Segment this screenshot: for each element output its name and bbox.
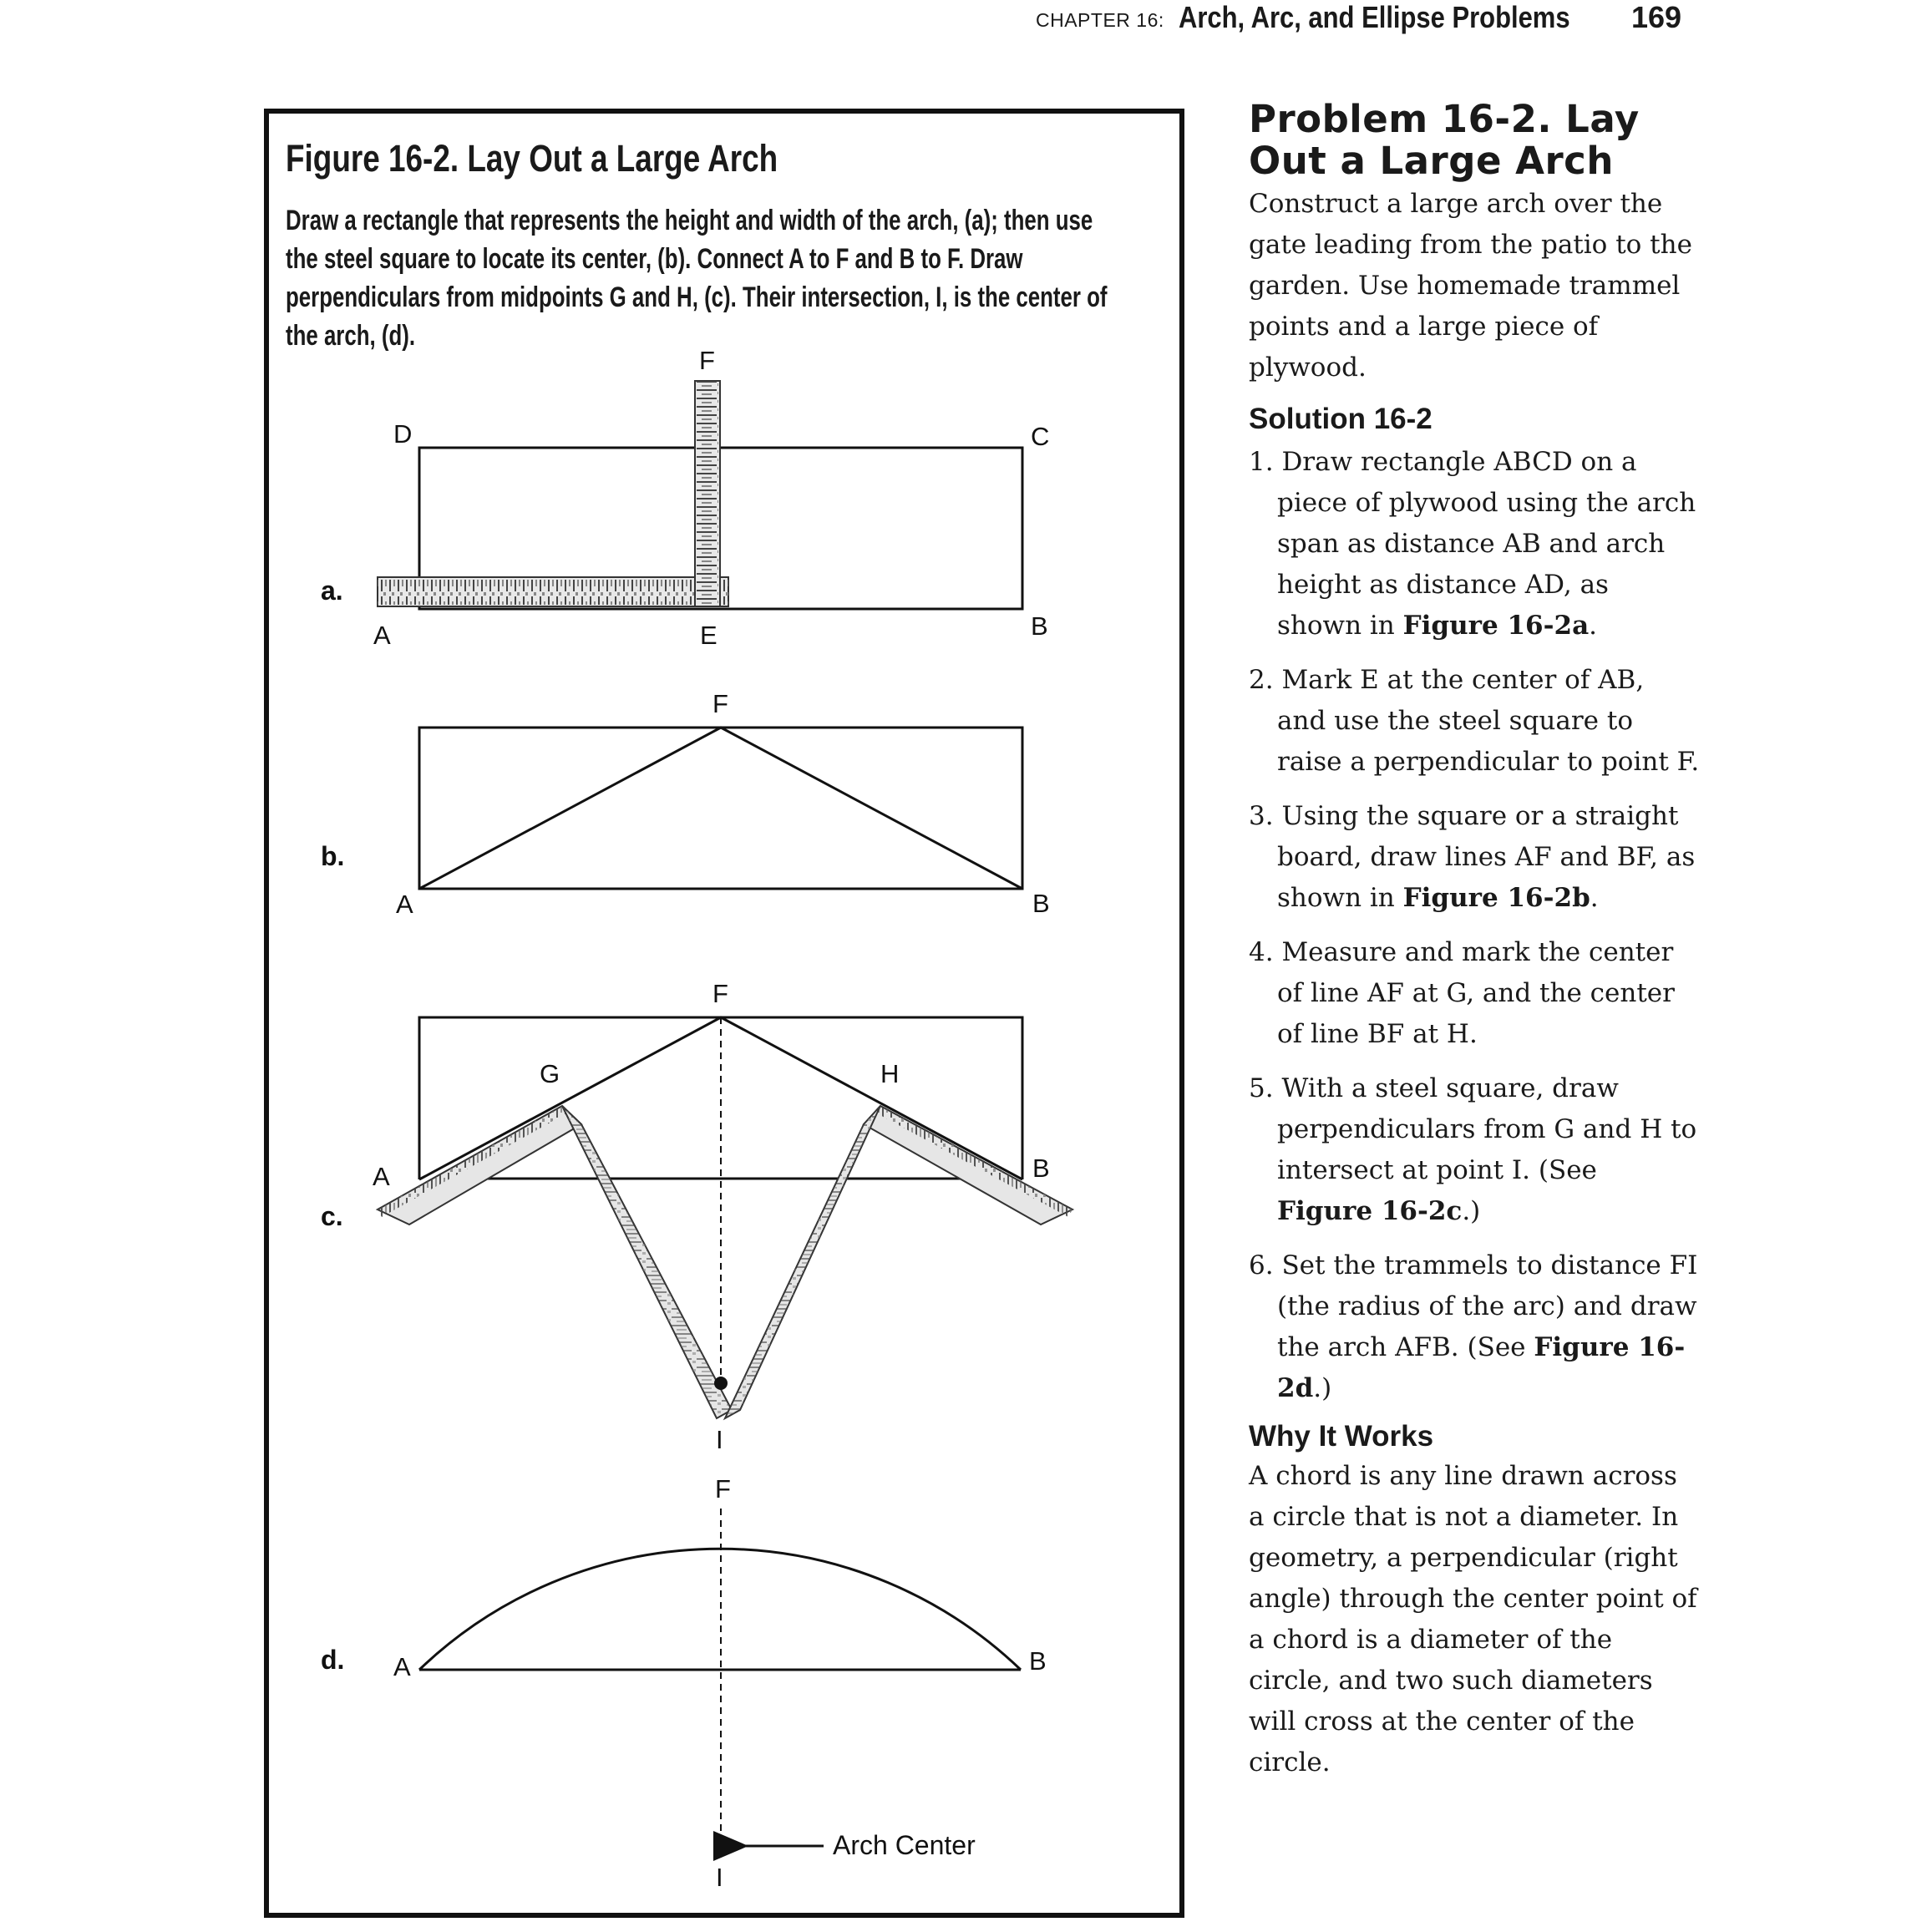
panel-c bbox=[321, 979, 1072, 1454]
point-i-dot bbox=[714, 1377, 728, 1390]
steel-square-a bbox=[378, 381, 728, 606]
running-head bbox=[1036, 0, 1687, 50]
why-text: A chord is any line drawn across a circle that is not a diameter. In geometry, a perpendicular (right angle) through the center point of a chord is a diameter of the circle, and two such diameters will cross at the center of the circle. bbox=[1249, 1461, 1697, 1777]
page-number: 169 bbox=[1631, 0, 1682, 34]
problem-sidebar bbox=[1249, 99, 1700, 1783]
steel-square-right bbox=[725, 1106, 1072, 1418]
point-b: B bbox=[1031, 611, 1048, 641]
figure-box bbox=[264, 109, 1184, 1918]
solution-step: 2. Mark E at the center of AB, and use the steel square to raise a perpendicular to point F. bbox=[1249, 665, 1700, 777]
problem-title: Problem 16-2. Lay Out a Large Arch bbox=[1249, 97, 1640, 183]
lines-af-bf bbox=[419, 728, 1022, 889]
point-b: B bbox=[1032, 1154, 1050, 1183]
solution-step: 1. Draw rectangle ABCD on a piece of plywood using the arch span as distance AB and arch height as distance AD, as shown in Figure 16-2a. bbox=[1249, 447, 1696, 641]
panel-label-a: a. bbox=[321, 576, 343, 606]
solution-step: 4. Measure and mark the center of line AF at G, and the center of line BF at H. bbox=[1249, 937, 1675, 1049]
point-g: G bbox=[540, 1059, 560, 1088]
point-h: H bbox=[880, 1059, 900, 1088]
panel-b bbox=[321, 689, 1050, 919]
point-a: A bbox=[393, 1652, 411, 1681]
rectangle-b bbox=[419, 728, 1022, 889]
point-i: I bbox=[716, 1425, 723, 1454]
chapter-label: CHAPTER 16: bbox=[1036, 9, 1164, 31]
panel-label-c: c. bbox=[321, 1201, 343, 1231]
problem-intro: Construct a large arch over the gate leading from the patio to the garden. Use homemade trammel points and a large piece of plywood. bbox=[1249, 189, 1692, 383]
solution-heading: Solution 16-2 bbox=[1249, 403, 1433, 435]
why-heading: Why It Works bbox=[1249, 1420, 1434, 1453]
point-f: F bbox=[712, 689, 728, 718]
solution-step: 6. Set the trammels to distance FI (the radius of the arc) and draw the arch AFB. (See Figure 16-2d.) bbox=[1249, 1250, 1698, 1403]
panel-d bbox=[321, 1474, 1047, 1892]
solution-step: 3. Using the square or a straight board, draw lines AF and BF, as shown in Figure 16-2b. bbox=[1249, 801, 1696, 913]
point-a: A bbox=[373, 1162, 390, 1191]
point-b: B bbox=[1029, 1646, 1047, 1676]
point-f: F bbox=[712, 979, 728, 1008]
arch-center-label: Arch Center bbox=[833, 1830, 976, 1860]
panel-label-b: b. bbox=[321, 841, 345, 871]
point-i: I bbox=[716, 1863, 723, 1892]
point-b: B bbox=[1032, 889, 1050, 918]
panel-a bbox=[321, 346, 1049, 650]
point-f: F bbox=[715, 1474, 731, 1504]
panel-label-d: d. bbox=[321, 1645, 345, 1675]
chapter-title: Arch, Arc, and Ellipse Problems bbox=[1179, 0, 1570, 34]
figure-diagram bbox=[269, 114, 1189, 1923]
solution-steps bbox=[1249, 442, 1700, 1409]
point-d: D bbox=[393, 419, 413, 449]
figure-title: Figure 16-2. Lay Out a Large Arch bbox=[286, 137, 778, 180]
arch-center-dot bbox=[714, 1838, 728, 1852]
figure-caption: Draw a rectangle that represents the height and width of the arch, (a); then use the steel square to locate its center, (b). Connect A to F and B to F. Draw perpendiculars from midpoints G and H, (c). Their intersection, I, is the center of the arch, (d). bbox=[286, 205, 1108, 352]
point-e: E bbox=[700, 621, 718, 650]
point-f: F bbox=[699, 346, 715, 375]
solution-step: 5. With a steel square, draw perpendiculars from G and H to intersect at point I. (See Figure 16-2c.) bbox=[1249, 1073, 1697, 1226]
point-a: A bbox=[396, 890, 413, 919]
point-a: A bbox=[373, 621, 391, 650]
steel-square-left bbox=[378, 1106, 732, 1418]
point-c: C bbox=[1031, 422, 1050, 451]
